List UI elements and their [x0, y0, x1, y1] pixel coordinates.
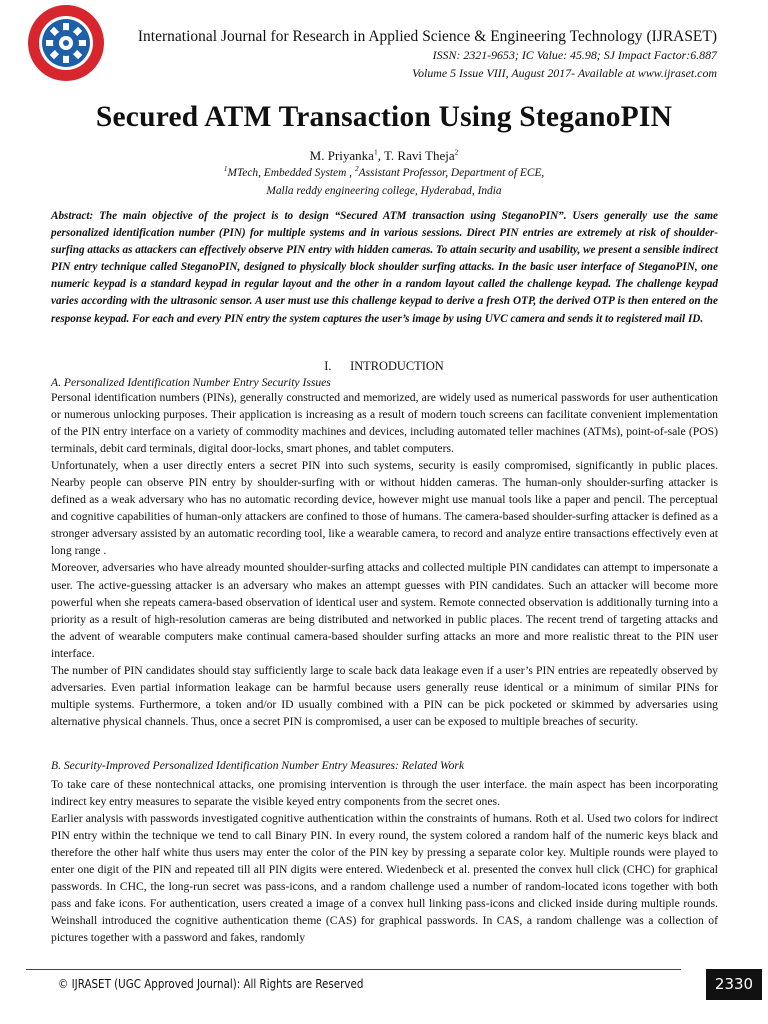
- paragraph: Personal identification numbers (PINs), generally constructed and memorized, are widely used as numerical passwords for user authentication or numerous unlocking purposes. Their application is increasing as a result of modern touch screens can facilitate convenient implementation of the PIN entry interface on a variety of commodity machines and devices, including automated teller machines (ATMs), point-of-sale (POS) terminals, debit card terminals, digital door-locks, smart phones, and tablet computers.: [51, 391, 718, 456]
- abstract: Abstract: The main objective of the project is to design “Secured ATM transaction using SteganoPIN”. Users generally use the same personalized identification number (PIN) for multiple systems and in various sessions. Direct PIN entries are extremely at risk of shoulder-surfing attacks as attackers can effectively observe PIN entry with hidden cameras. To attain security and usability, we present a sensible indirect PIN entry technique called SteganoPIN, designed to physically block shoulder surfing attacks. In the basic user interface of SteganoPIN, one numeric keypad is a standard keypad in regular layout and the other in a random layout called the challenge keypad. The challenge keypad varies according with the ultrasonic sensor. A user must use this challenge keypad to derive a fresh OTP, the derived OTP is then entered on the response keypad. For each and every PIN entry the system captures the user’s image by using UVC camera and sends it to registered mail ID.: [51, 210, 718, 325]
- footer-divider: [26, 969, 681, 970]
- paragraph: The number of PIN candidates should stay sufficiently large to scale back data leakage even if a user’s PIN entries are repeatedly observed by adversaries. Even partial information leakage can be harmful because users generally reuse identical or a minimum of similar PINs for multiple systems. Furthermore, a token and/or ID usually combined with a PIN can be pick pocketed or skimmed by adversaries using alternative physical channels. Thus, once a secret PIN is compromised, a user can be exposed to multiple breaches of security.: [51, 663, 718, 728]
- footer-copyright: © IJRASET (UGC Approved Journal): All Rights are Reserved: [58, 977, 364, 991]
- section-number: I.: [324, 359, 332, 373]
- affiliation-line-1: [0, 164, 768, 179]
- paper-title: Secured ATM Transaction Using SteganoPIN: [95, 101, 673, 133]
- paragraph: Unfortunately, when a user directly enters a secret PIN into such systems, security is easily compromised, significantly in public places. Nearby people can observe PIN entry by shoulder-surfing with or without hidden cameras. The human-only shoulder-surfing attacker is defined as a weak adversary who has no automatic recording device, however might use manual tools like a paper and pencil. The perceptual and cognitive capabilities of human-only attackers are confined to those of humans. The camera-based shoulder-surfing attacker is defined as a stronger adversary assisted by an automatic recording tool, like a wearable camera, to record and analyze entire transactions effectively even at long range .: [51, 459, 718, 558]
- affiliation-line-2: Malla reddy engineering college, Hyderabad, India: [266, 185, 502, 197]
- section-a-body: [51, 389, 718, 730]
- aff-mark-2: 2: [354, 164, 359, 174]
- affiliation-1: MTech, Embedded System ,: [227, 167, 355, 179]
- section-heading-introduction: [0, 359, 768, 374]
- volume-line: Volume 5 Issue VIII, August 2017- Available at www.ijraset.com: [412, 66, 717, 80]
- section-title: INTRODUCTION: [350, 359, 444, 373]
- paragraph: To take care of these nontechnical attacks, one promising intervention is through the user interface. the main aspect has been incorporating indirect key entry measures to separate the visible keyed entry components from the secret ones.: [51, 778, 718, 809]
- section-b-body: [51, 776, 718, 946]
- journal-name: International Journal for Research in Applied Science & Engineering Technology (IJRASET): [137, 28, 717, 45]
- paragraph: Moreover, adversaries who have already mounted shoulder-surfing attacks and collected multiple PIN candidates can attempt to impersonate a user. The active-guessing attacker is an adversary who makes an attempt guesses with PIN candidates. Such an attacker will become more powerful when she repeats camera-based observation of identical user and system. Remote connected observation is additionally turning into a priority as a result of high-resolution cameras are being distributed and networked in public places. The recent trend of targeting attacks and the advent of wearable computers make continual camera-based shoulder surfing attacks an more and more realistic threat to the PIN user interface.: [51, 561, 718, 660]
- journal-logo: [26, 3, 106, 83]
- subsection-heading-b: B. Security-Improved Personalized Identification Number Entry Measures: Related Work: [51, 759, 465, 772]
- issn-line: ISSN: 2321-9653; IC Value: 45.98; SJ Impact Factor:6.887: [432, 48, 717, 62]
- author-2: , T. Ravi Theja: [377, 148, 455, 163]
- author-1: M. Priyanka: [309, 148, 374, 163]
- author-2-mark: 2: [454, 147, 459, 157]
- author-1-mark: 1: [373, 147, 378, 157]
- affiliation-2: Assistant Professor, Department of ECE,: [358, 167, 545, 179]
- aff-mark-1: 1: [223, 164, 228, 174]
- page-number: 2330: [706, 969, 762, 1000]
- paragraph: Earlier analysis with passwords investigated cognitive authentication within the constraints of humans. Roth et al. Used two colors for indirect PIN entry within the technique we tend to call Binary PIN. In every round, the system colored a random half of the numeric keys black and therefore the other half white thus users may enter the color of the PIN key by pressing a separate color key. Multiple rounds were played to enter one digit of the PIN and repeated till all PIN digits were entered. Wiedenbeck et al. presented the convex hull click (CHC) for graphical passwords. In CHC, the long-run secret was pass-icons, and a random challenge used a number of random-located icons together with both pass and fake icons. For authentication, users created a image of a convex hull linking pass-icons and clicked inside during multiple rounds. Weinshall introduced the cognitive authentication theme (CAS) for graphical passwords. In CAS, a random challenge was a collection of pictures together with a password and fakes, randomly: [51, 812, 718, 945]
- author-list: [0, 148, 768, 164]
- subsection-heading-a: A. Personalized Identification Number Entry Security Issues: [51, 376, 331, 389]
